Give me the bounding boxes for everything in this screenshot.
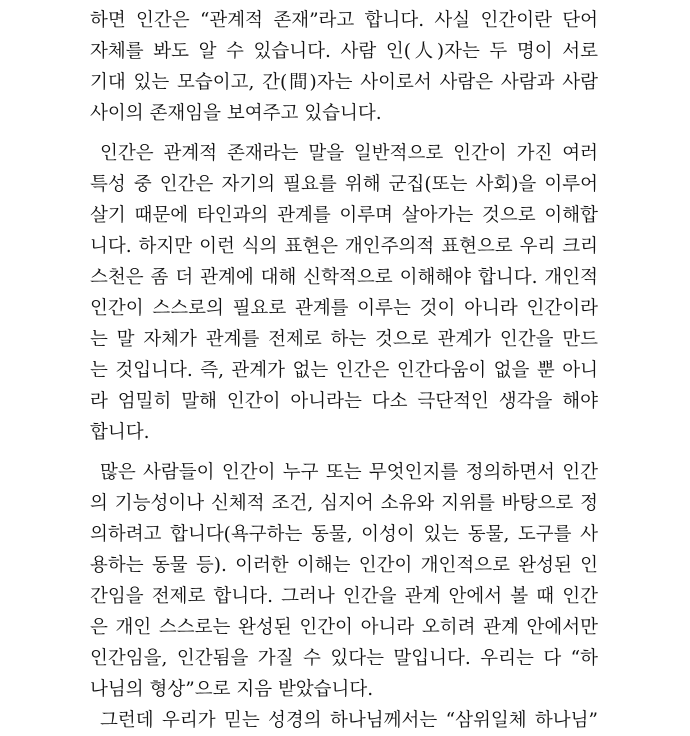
- text-line: 인간임을, 인간됨을 가질 수 있다는 말입니다. 우리는 다 “하: [90, 648, 598, 669]
- text-line: 합니다.: [90, 422, 150, 443]
- text-line: 많은 사람들이 인간이 누구 또는 무엇인지를 정의하면서 인간: [100, 462, 598, 483]
- text-line: 사이의 존재임을 보여주고 있습니다.: [90, 103, 382, 124]
- text-line: 니다. 하지만 이런 식의 표현은 개인주의적 표현으로 우리 크리: [90, 236, 598, 257]
- text-line: 라 엄밀히 말해 인간이 아니라는 다소 극단적인 생각을 해야: [90, 391, 598, 412]
- text-line: 인간이 스스로의 필요로 관계를 이루는 것이 아니라 인간이라: [90, 298, 598, 319]
- text-line: 하면 인간은 “관계적 존재”라고 합니다. 사실 인간이란 단어: [90, 10, 598, 31]
- text-line: 의 기능성이나 신체적 조건, 심지어 소유와 지위를 바탕으로 정: [90, 493, 598, 514]
- text-line: 그런데 우리가 믿는 성경의 하나님께서는 “삼위일체 하나님”: [100, 710, 598, 731]
- text-line: 살기 때문에 타인과의 관계를 이루며 살아가는 것으로 이해합: [90, 205, 598, 226]
- text-line: 의하려고 합니다(욕구하는 동물, 이성이 있는 동물, 도구를 사: [90, 524, 598, 545]
- text-line: 자체를 봐도 알 수 있습니다. 사람 인(人)자는 두 명이 서로: [90, 41, 598, 62]
- text-line: 특성 중 인간은 자기의 필요를 위해 군집(또는 사회)을 이루어: [90, 174, 598, 195]
- text-line: 는 말 자체가 관계를 전제로 하는 것으로 관계가 인간을 만드: [90, 329, 598, 350]
- text-line: 스천은 좀 더 관계에 대해 신학적으로 이해해야 합니다. 개인적: [90, 267, 598, 288]
- text-line: 는 것입니다. 즉, 관계가 없는 인간은 인간다움이 없을 뿐 아니: [90, 360, 598, 381]
- text-line: 인간은 관계적 존재라는 말을 일반적으로 인간이 가진 여러: [100, 143, 598, 164]
- text-line: 기대 있는 모습이고, 간(間)자는 사이로서 사람은 사람과 사람: [90, 72, 598, 93]
- text-line: 은 개인 스스로는 완성된 인간이 아니라 오히려 관계 안에서만: [90, 617, 598, 638]
- text-line: 용하는 동물 등). 이러한 이해는 인간이 개인적으로 완성된 인: [90, 555, 598, 576]
- text-line: 나님의 형상”으로 지음 받았습니다.: [90, 679, 374, 700]
- text-line: 간임을 전제로 합니다. 그러나 인간을 관계 안에서 볼 때 인간: [90, 586, 598, 607]
